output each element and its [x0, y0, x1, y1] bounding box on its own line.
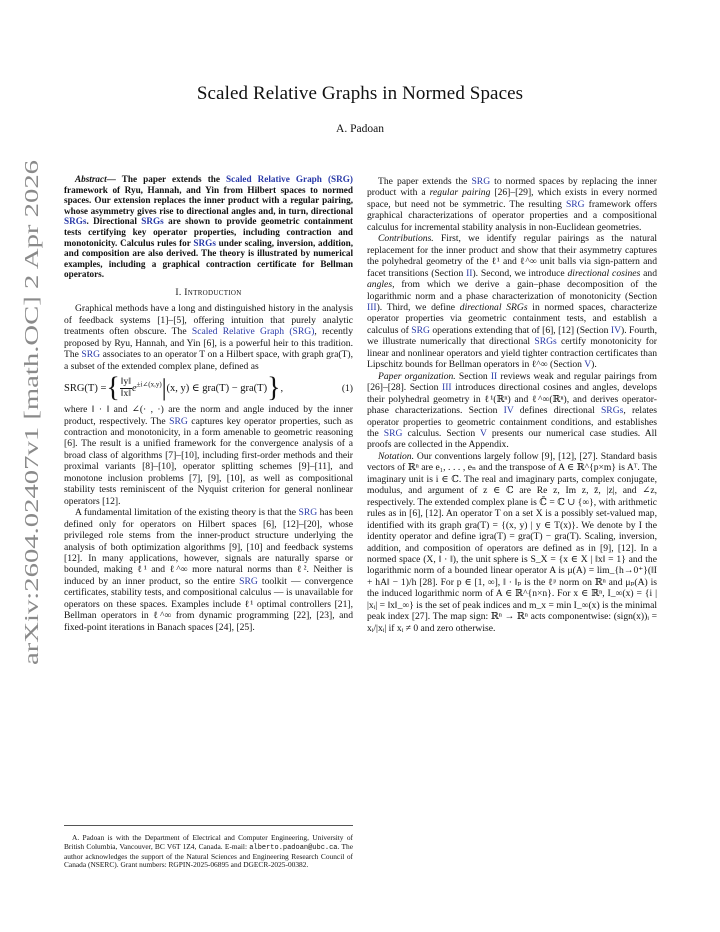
footnote — [64, 825, 353, 870]
right-paragraph-1 — [367, 176, 657, 233]
paragraph-text: defines directional — [513, 405, 601, 417]
brace-close: } — [267, 372, 281, 404]
acronym-link[interactable]: SRGs — [64, 216, 87, 227]
equation-number: (1) — [341, 382, 353, 394]
paragraph-text: certify monotonicity for linear and nonlinear operators and yield tighter contraction certificates than Lipschitz bounds for Bellman operators in ℓ^∞ (Section — [367, 336, 657, 371]
acronym-link[interactable]: SRG — [81, 349, 101, 361]
arxiv-stamp-text: arXiv:2604.02407v1 [math.OC] 2 Apr 2026 — [21, 312, 43, 665]
footnote-text — [64, 834, 353, 870]
acronym-link[interactable]: SRGs — [600, 405, 624, 417]
paragraph-text: framework offers graphical characterizations of operator properties and a compositional calculus for incremental stability analysis in non-Euclidean geometries. — [367, 198, 657, 233]
italic-term: directional cosines — [567, 267, 641, 279]
acronym-link[interactable]: SRG — [411, 324, 430, 336]
paragraph-text: , from which we derive a gain–phase decomposition of the logarithmic norm and a phase characterization of monotonicity (Section — [367, 279, 657, 302]
paragraph-lead: Contributions. — [378, 233, 434, 245]
acronym-link[interactable]: Scaled Relative Graph (SRG) — [191, 326, 315, 338]
paper-title: Scaled Relative Graphs in Normed Spaces — [196, 83, 524, 104]
paragraph-text: The paper extends the — [378, 176, 472, 187]
acronym-link[interactable]: SRG — [169, 415, 188, 427]
italic-term: regular pairing — [429, 187, 491, 199]
paragraph-text: captures key operator properties, such as contraction and monotonicity, in a form amenable to geometric reasoning [6]. The result is a unified framework for the convergence analysis of a broad class of algorithms [7]–[10], including first-order methods and their proximal variants [8]–[10], operator splitting schemes [9]–[11], and monotone inclusion problems [7], [9], [10], as well as compositional stability tests reminiscent of the Nyquist criterion for general nonlinear operators [12]. — [64, 415, 353, 507]
acronym-link[interactable]: SRG — [239, 575, 258, 587]
paragraph-text: reviews weak and regular pairings from [26]–[28]. Section — [367, 370, 657, 394]
paragraph-text: calculus. Section — [402, 427, 481, 439]
contributions-paragraph — [367, 233, 657, 370]
paragraph-text: where ‖ · ‖ and ∠(· , ·) are the norm and angle induced by the inner product, respectively. The — [64, 404, 353, 427]
paragraph-text: ). Third, we define — [376, 301, 460, 313]
italic-term: directional SRGs — [459, 301, 528, 313]
paragraph-text: Our conventions largely follow [9], [12], [27]. Standard basis vectors of ℝⁿ are e₁, . . . , eₙ and the transpose of A ∈ ℝ^{p×m} is Aᵀ. The imaginary unit is i ∈ ℂ. The real and imaginary parts, complex conjugate, modulus, and argument of z ∈ ℂ are Re z, Im z, z̄, |z|, and ∠z, respectively. The extended complex plane is ℂ̄ = ℂ ∪ {∞}, with arithmetic rules as in [6], [12]. An operator T on a set X is a possibly set-valued map, identified with its graph gra(T) = {(x, y) | y ∈ T(x)}. We denote by I the identity operator and define igra(T) = gra(T) − gra(T). Scaling, inversion, addition, and composition of operators are defined as in [9], [12]. In a normed space (X, ‖ · ‖), the unit sphere is S_X = {x ∈ X | ‖x‖ = 1} and the logarithmic norm of a bounded linear operator A is μ(A) = lim_{h→0⁺}(‖I + hA‖ − 1)/h [28]. For p ∈ [1, ∞], ‖ · ‖ₚ is the ℓᵖ norm on ℝⁿ and μₚ(A) is the induced logarithmic norm of A ∈ ℝ^{n×n}. For x ∈ ℝⁿ, I_∞(x) = {i | |xᵢ| = ‖x‖_∞} is the set of peak indices and m_x = min I_∞(x) is the minimal peak index [27]. The map sign: ℝⁿ → ℝⁿ acts componentwise: (sign(x))ᵢ = xᵢ/|xᵢ| if xᵢ ≠ 0 and zero otherwise. — [367, 450, 657, 634]
section-link[interactable]: V — [480, 427, 487, 439]
section-link[interactable]: IV — [503, 405, 514, 417]
paragraph-text: Graphical methods have a long and distinguished history in the analysis of feedback systems [1]–[5], offering intuition that purely analytic treatments often obscure. The — [64, 303, 353, 338]
brace-open: { — [106, 372, 120, 404]
arxiv-stamp-svg — [4, 150, 54, 670]
paragraph-text: , recently proposed by Ryu, Hannah, and Yin [6], is a powerful heir to this tradition. The — [64, 326, 353, 361]
intro-paragraph-1 — [64, 303, 353, 372]
arxiv-stamp — [4, 150, 54, 670]
acronym-link[interactable]: SRGs — [193, 237, 216, 248]
abstract-text: . Directional — [86, 216, 142, 227]
equation-lhs: SRG(T) = — [64, 383, 107, 395]
acronym-link[interactable]: SRGs — [534, 336, 557, 348]
intro-paragraph-2 — [64, 404, 353, 507]
notation-paragraph — [367, 451, 657, 634]
section-title: Introduction — [184, 286, 242, 298]
paragraph-text: and — [640, 267, 657, 279]
paragraph-lead: Notation. — [378, 450, 414, 462]
paragraph-text: associates to an operator T on a Hilbert space, with graph gra(T), a subset of the extended complex plane, defined as — [64, 349, 353, 372]
abstract-text: — The paper extends the — [106, 174, 227, 184]
intro-paragraph-3 — [64, 507, 353, 633]
paragraph-text: , relates operator properties to geometric containment conditions, and establishes the — [367, 405, 658, 439]
fraction-denominator: ‖x‖ — [120, 389, 131, 400]
organization-paragraph — [367, 371, 657, 451]
abstract — [64, 174, 353, 280]
section-link[interactable]: III — [442, 382, 452, 394]
paragraph-text: toolkit — convergence certificates, stability tests, and compositional calculus — is unavailable for operators on these spaces. Examples include ℓ¹ optimal controllers [21], Bellman operators in ℓ^∞ from dynamic programming [22], [23], and fixed-point iterations in Banach spaces [24], [25]. — [64, 575, 354, 633]
acronym-link[interactable]: SRG — [565, 198, 585, 210]
section-numeral: I. — [175, 286, 182, 298]
section-link[interactable]: II — [466, 267, 473, 279]
abstract-lead: Abstract — [75, 174, 107, 184]
paragraph-text: [26]–[29], which exists in every normed space, but need not be symmetric. The resulting — [367, 187, 657, 210]
equation-body: SRG(T) ={ $\frac{‖y‖}{‖x‖}$ $e^{\pm i\angle(x,y)}|(x$, y) ∈ gra(T) − gra(T)}, — [64, 372, 284, 404]
italic-term: angles — [367, 279, 393, 291]
paragraph-text: ). Second, we introduce — [472, 267, 568, 279]
section-link[interactable]: IV — [610, 324, 622, 336]
exponent: ±i∠(x,y) — [136, 380, 162, 389]
paragraph-text: First, we identify regular pairings as the natural replacement for the inner product and show that their asymmetry captures the polyhedral geometry of the ℓ¹ and ℓ^∞ unit balls via sign-pattern and facet transitions (Section — [367, 233, 657, 279]
footnote-part: . The author acknowledges the support of the Natural Sciences and Engineering Research Council of Canada (NSERC). Grant numbers: RGPIN-2025-06895 and DGECR-2025-00382. — [64, 841, 353, 870]
acronym-link[interactable]: Scaled Relative Graph (SRG) — [226, 174, 353, 184]
paragraph-text: introduces directional cosines and angles, develops their polyhedral geometry in ℓ¹(ℝⁿ) and ℓ^∞(ℝⁿ), and derives operator-phase characterizations. Section — [367, 382, 657, 417]
section-heading-introduction — [64, 287, 353, 298]
section-link[interactable]: II — [490, 370, 498, 382]
footnote-part: A. Padoan is with the Department of Electrical and Computer Engineering, University of British Columbia, Vancouver, BC V6T 1Z4, Canada. E-mail: — [64, 833, 353, 851]
email-link[interactable]: alberto.padoan@ubc.ca — [249, 843, 338, 852]
abstract-text: are shown to provide geometric containment tests certifying key operator properties, including contraction and monotonicity. Calculus rules for — [64, 216, 353, 248]
paragraph-text: ). — [591, 359, 597, 371]
paragraph-text: operations extending that of [6], [12] (Section — [429, 324, 611, 336]
paragraph-text: to normed spaces by replacing the inner product with a — [367, 176, 657, 199]
section-link[interactable]: V — [584, 359, 592, 371]
acronym-link[interactable]: SRGs — [141, 216, 164, 227]
acronym-link[interactable]: SRG — [383, 427, 403, 439]
abstract-text: under scaling, inversion, addition, and composition are also derived. The theory is illustrated by numerical examples, including a graphical contraction certificate for Bellman operators. — [64, 237, 353, 280]
paragraph-text: has been defined only for operators on Hilbert spaces [6], [12]–[20], whose privileged role stems from the inner-product structure underlying the analysis of both optimization algorithms [9], [10] and feedback systems [12]. In many applications, however, signals are naturally sparse or bounded, making ℓ¹ and ℓ^∞ more natural norms than ℓ². Neither is induced by an inner product, so the entire — [64, 507, 353, 587]
bar: | — [161, 375, 167, 402]
equation-condition: (x, y) ∈ gra(T) − gra(T) — [166, 383, 268, 395]
paper-author: A. Padoan — [336, 123, 384, 135]
paragraph-text: Section — [455, 370, 491, 382]
fraction — [120, 377, 132, 400]
equation-1 — [64, 372, 353, 404]
left-column — [64, 174, 353, 633]
right-column — [367, 176, 657, 634]
acronym-link[interactable]: SRG — [471, 176, 491, 187]
paragraph-text: presents our numerical case studies. All proofs are collected in the Appendix. — [367, 427, 657, 451]
fraction-numerator: ‖y‖ — [120, 377, 131, 388]
paragraph-text: ). Fourth, we illustrate numerically that directional — [367, 324, 657, 348]
section-link[interactable]: III — [367, 301, 377, 313]
acronym-link[interactable]: SRG — [298, 507, 318, 519]
paragraph-text: in normed spaces, characterize operator properties via geometric containment tests, and establish a calculus of — [367, 301, 658, 336]
paragraph-text: A fundamental limitation of the existing theory is that the — [75, 507, 299, 519]
paragraph-lead: Paper organization. — [378, 370, 456, 382]
abstract-text: framework of Ryu, Hannah, and Yin from Hilbert spaces to normed spaces. Our extension replaces the inner product with a regular pairing, whose asymmetry gives rise to directional angles and, in turn, directional — [64, 184, 353, 216]
